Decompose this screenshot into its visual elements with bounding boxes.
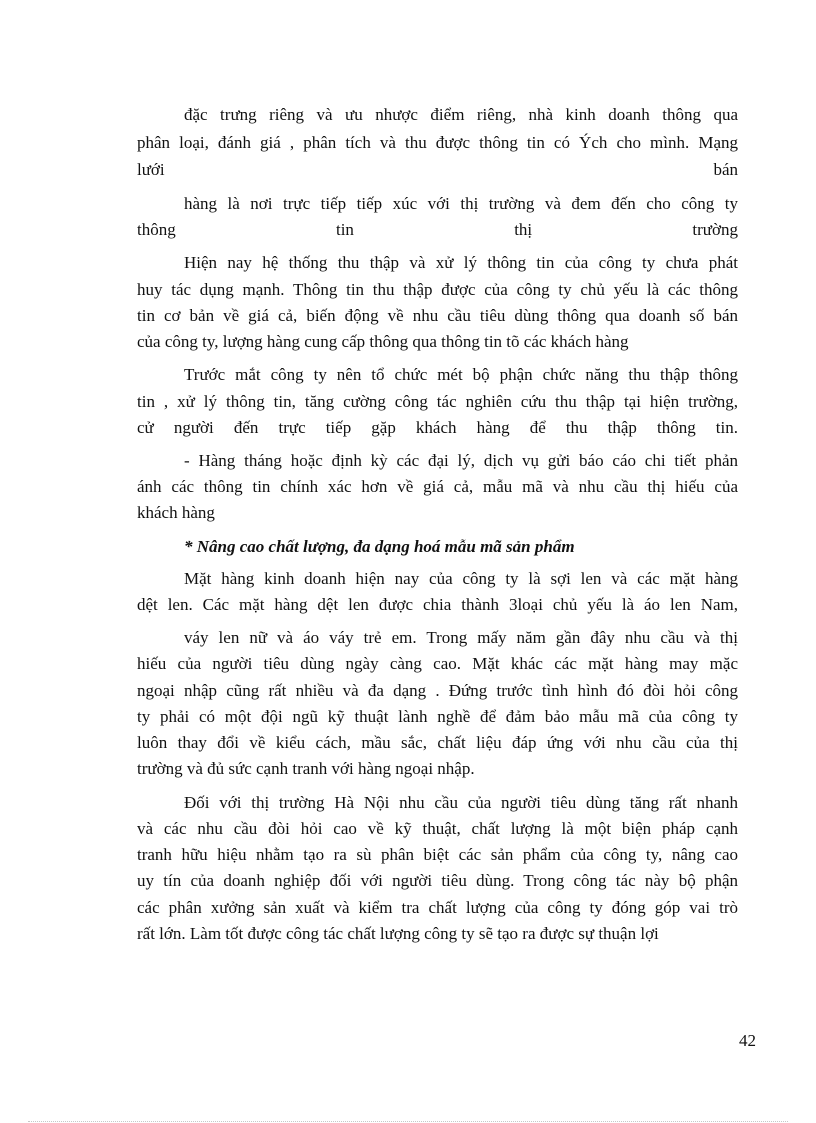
text-line: và các nhu cầu đòi hỏi cao về kỹ thuật, chất lượng là một biện pháp cạnh <box>137 819 738 838</box>
text-line: lưới bán <box>137 160 738 179</box>
text-line: tranh hữu hiệu nhằm tạo ra sù phân biệt các sản phẩm của công ty, nâng cao <box>137 845 738 864</box>
text-line: Đối với thị trường Hà Nội nhu cầu của người tiêu dùng tăng rất nhanh <box>184 793 738 812</box>
text-line: uy tín của doanh nghiệp đối với người tiêu dùng. Trong công tác này bộ phận <box>137 871 738 890</box>
text-line: váy len nữ và áo váy trẻ em. Trong mấy năm gần đây nhu cầu và thị <box>184 628 738 647</box>
text-line: đặc trưng riêng và ưu nhược điểm riêng, nhà kinh doanh thông qua <box>184 105 738 124</box>
text-line: hiếu của người tiêu dùng ngày càng cao. Mặt khác các mặt hàng may mặc <box>137 654 738 673</box>
text-line: tin , xử lý thông tin, tăng cường công tác nghiên cứu thu thập tại hiện trường, <box>137 392 738 411</box>
text-line: hàng là nơi trực tiếp tiếp xúc với thị trường và đem đến cho công ty <box>184 194 738 213</box>
text-line: trường và đủ sức cạnh tranh với hàng ngoại nhập. <box>137 759 475 778</box>
text-line: rất lớn. Làm tốt được công tác chất lượng công ty sẽ tạo ra được sự thuận lợi <box>137 924 659 943</box>
text-line: ty phải có một đội ngũ kỹ thuật lành nghề để đảm bảo mẫu mã của công ty <box>137 707 738 726</box>
text-line: huy tác dụng mạnh. Thông tin thu thập được của công ty chủ yếu là các thông <box>137 280 738 299</box>
text-line: các phân xưởng sản xuất và kiểm tra chất lượng của công ty đóng góp vai trò <box>137 898 738 917</box>
page-number: 42 <box>739 1031 756 1050</box>
text-line: ngoại nhập cũng rất nhiều và đa dạng . Đứng trước tình hình đó đòi hỏi công <box>137 681 738 700</box>
text-line: ánh các thông tin chính xác hơn về giá cả, mẫu mã và nhu cầu thị hiếu của <box>137 477 738 496</box>
text-line: Trước mắt công ty nên tổ chức mét bộ phận chức năng thu thập thông <box>184 365 738 384</box>
text-line: cử người đến trực tiếp gặp khách hàng để thu thập thông tin. <box>137 418 738 437</box>
text-line: Mặt hàng kinh doanh hiện nay của công ty là sợi len và các mặt hàng <box>184 569 738 588</box>
text-line: tin cơ bản về giá cả, biến động về nhu cầu tiêu dùng thông qua doanh số bán <box>137 306 738 325</box>
text-line: phân loại, đánh giá , phân tích và thu được thông tin có Ých cho mình. Mạng <box>137 133 738 152</box>
text-line: Hiện nay hệ thống thu thập và xử lý thông tin của công ty chưa phát <box>184 253 738 272</box>
text-line: thông tin thị trường <box>137 220 738 239</box>
text-line: dệt len. Các mặt hàng dệt len được chia thành 3loại chủ yếu là áo len Nam, <box>137 595 738 614</box>
text-line: - Hàng tháng hoặc định kỳ các đại lý, dịch vụ gửi báo cáo chi tiết phản <box>184 451 738 470</box>
section-heading: * Nâng cao chất lượng, đa dạng hoá mẫu mã sản phẩm <box>184 537 575 556</box>
page-bottom-divider <box>28 1121 788 1122</box>
text-line: của công ty, lượng hàng cung cấp thông qua thông tin tõ các khách hàng <box>137 332 629 351</box>
text-line: khách hàng <box>137 503 215 522</box>
text-line: luôn thay đổi về kiểu cách, mầu sắc, chất liệu đáp ứng với nhu cầu của thị <box>137 733 738 752</box>
